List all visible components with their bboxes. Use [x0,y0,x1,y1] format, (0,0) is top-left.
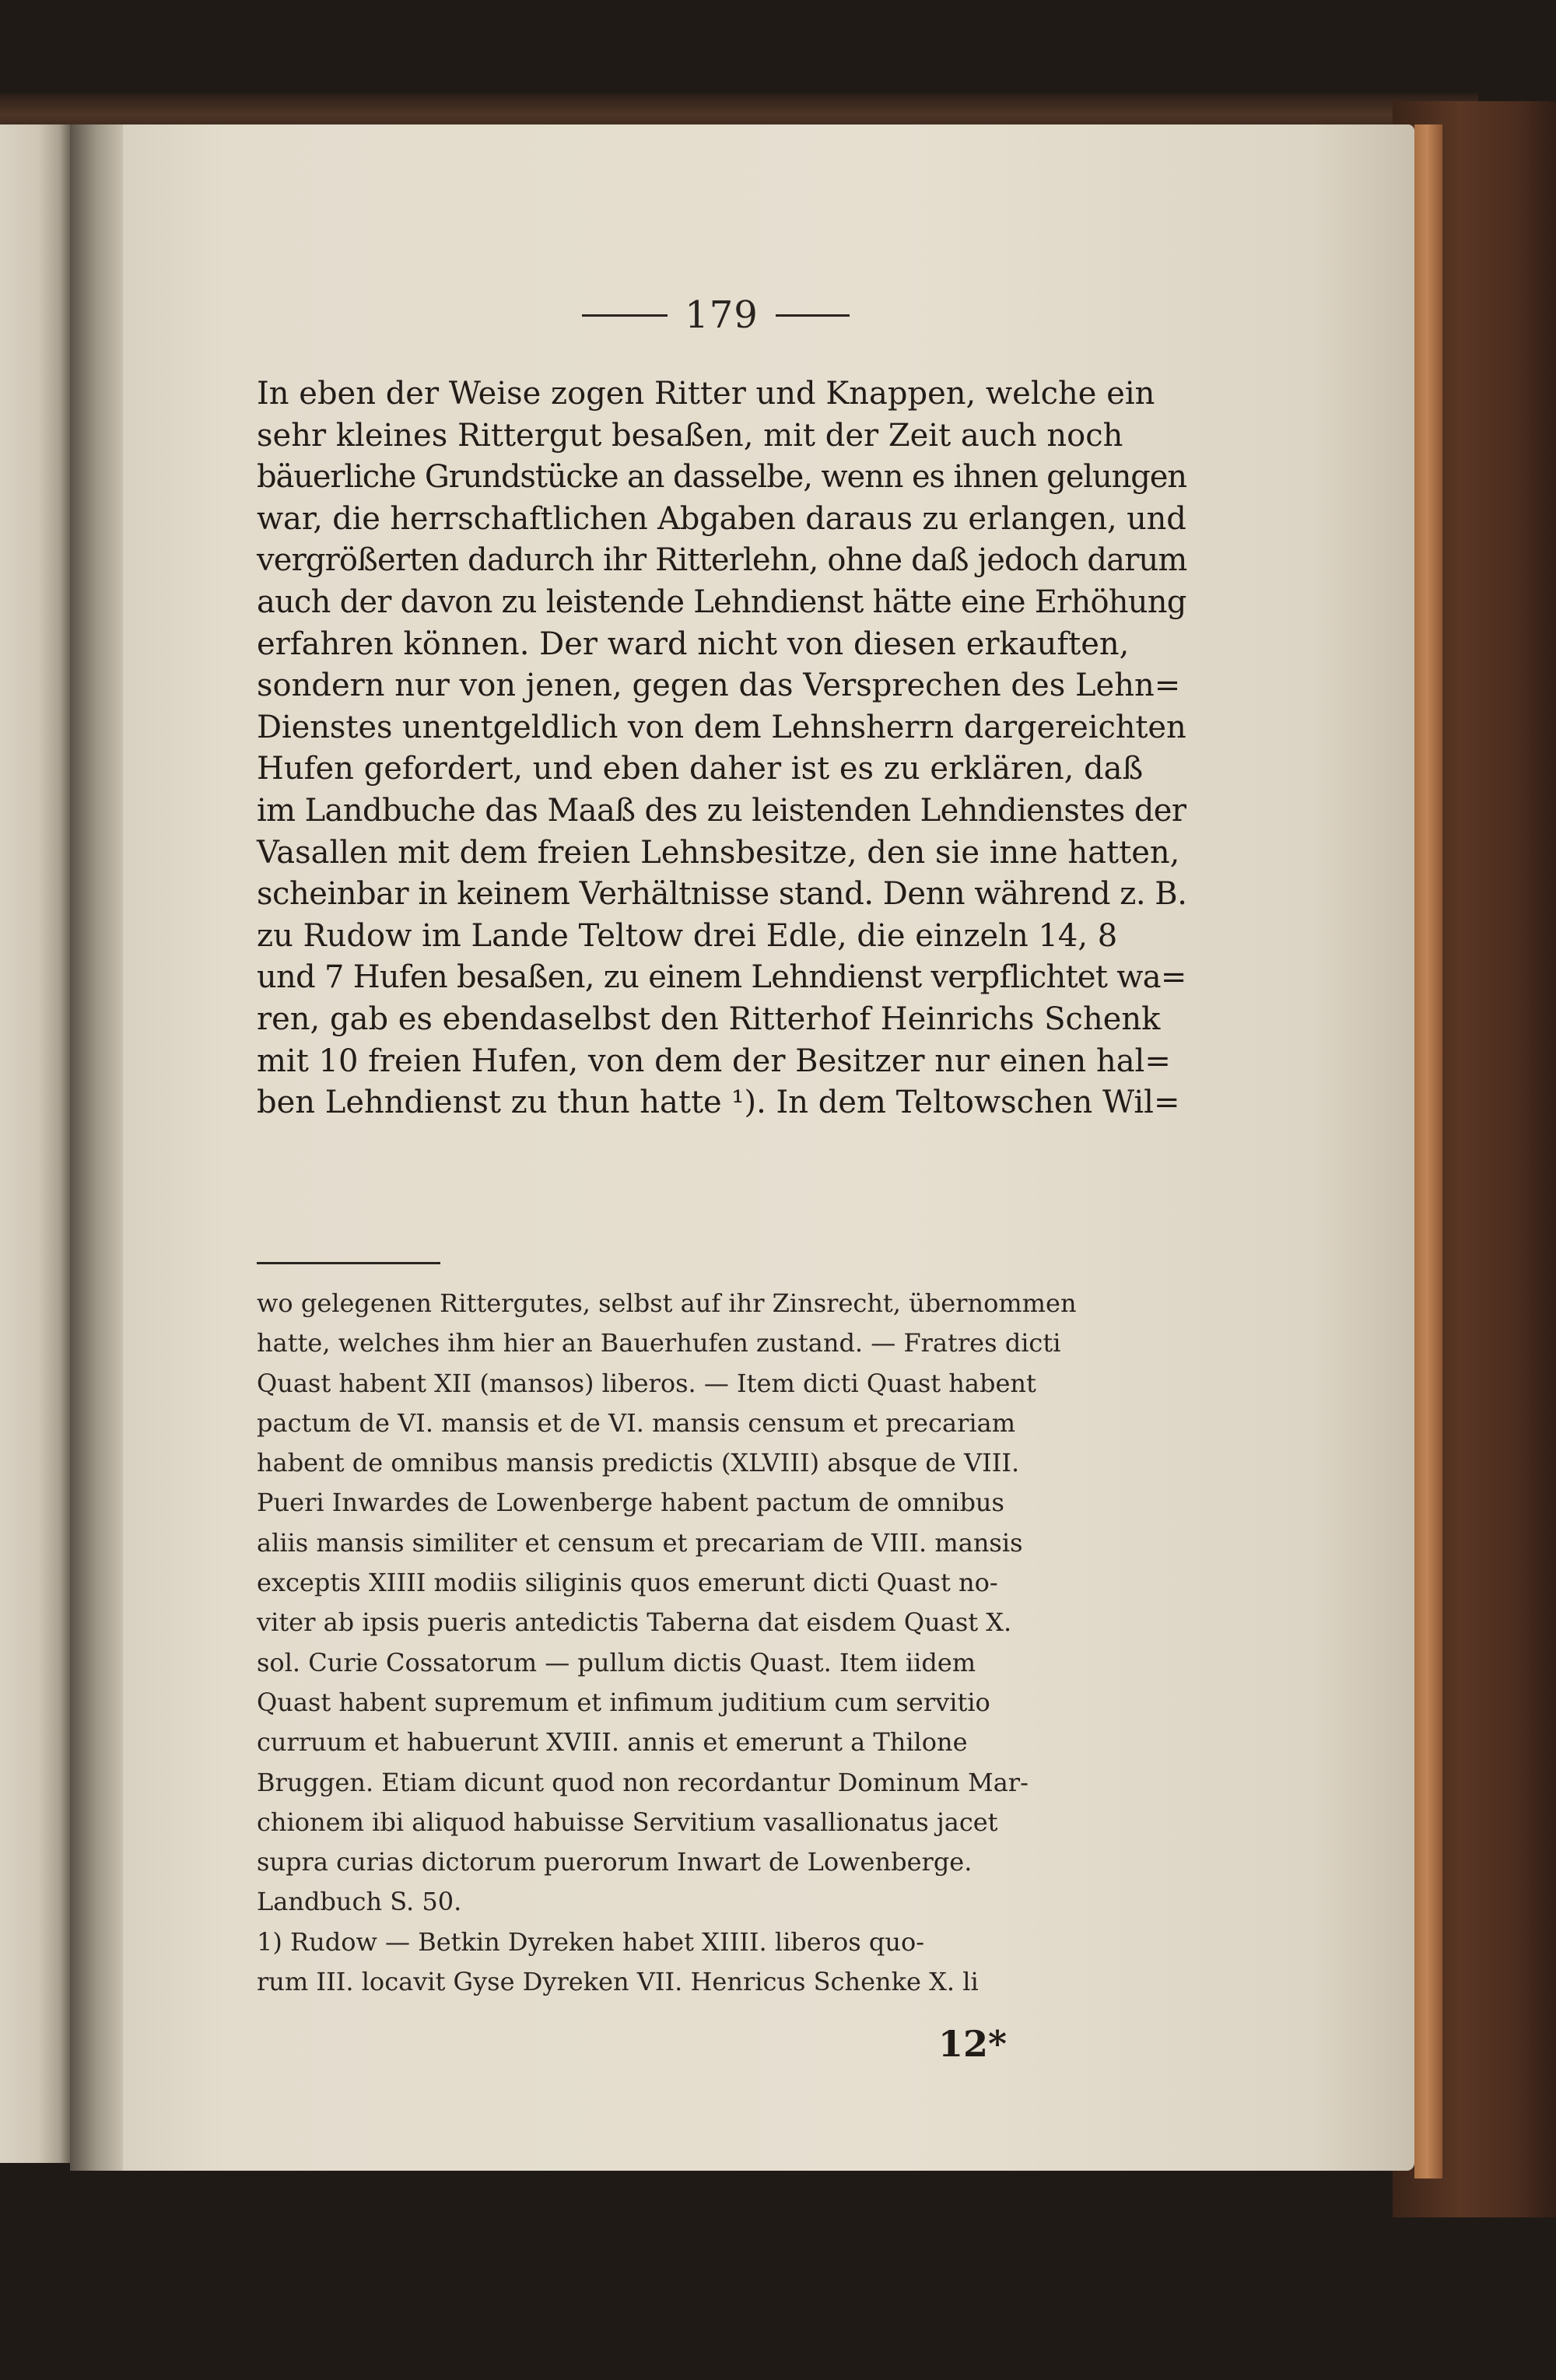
text-line: Vasallen mit dem freien Lehnsbesitze, den sie inne hatten, [257,834,1180,871]
text-line: ren, gab es ebendaselbst den Ritterhof Heinrichs Schenk [257,1001,1161,1037]
text-line: ben Lehndienst zu thun hatte ¹). In dem Teltowschen Wil= [257,1085,1180,1121]
text-line: Dienstes unentgeldlich von dem Lehnsherrn dargereichten [257,709,1186,745]
footnote-line: 1) Rudow — Betkin Dyreken habet XIIII. liberos quo- [257,1926,925,1957]
footnote-line: aliis mansis similiter et censum et precariam de VIII. mansis [257,1527,1023,1558]
footnote-line: rum III. locavit Gyse Dyreken VII. Henricus Schenke X. li [257,1967,979,1997]
text-line: sondern nur von jenen, gegen das Versprechen des Lehn= [257,668,1181,704]
page-edges [1414,124,1442,2178]
footnote-line: Pueri Inwardes de Lowenberge habent pactum de omnibus [257,1488,1004,1518]
footnote-line: exceptis XIIII modiis siliginis quos emerunt dicti Quast no- [257,1568,998,1598]
text-line: zu Rudow im Lande Teltow drei Edle, die einzeln 14, 8 [257,917,1118,954]
footnote-line: Bruggen. Etiam dicunt quod non recordantur Dominum Mar- [257,1767,1029,1797]
footnote-line: pactum de VI. mansis et de VI. mansis censum et precariam [257,1407,1016,1438]
text-line: scheinbar in keinem Verhältnisse stand. Denn während z. B. [257,876,1187,913]
footnote-line: supra curias dictorum puerorum Inwart de Lowenberge. [257,1847,972,1877]
main-text [257,373,1186,1124]
footnote-line: sol. Curie Cossatorum — pullum dictis Quast. Item iidem [257,1647,976,1677]
facing-page [0,124,70,2163]
footnote-line: wo gelegenen Rittergutes, selbst auf ihr Zinsrecht, übernommen [257,1288,1077,1318]
running-head-rule-right [776,314,850,317]
footnotes [257,1284,1186,2002]
text-line: sehr kleines Rittergut besaßen, mit der Zeit auch noch [257,417,1123,454]
footnote-line: curruum et habuerunt XVIII. annis et emerunt a Thilone [257,1727,968,1758]
running-head-rule-left [582,314,668,317]
page-number: 179 [685,293,759,337]
text-line: auch der davon zu leistende Lehndienst hätte eine Erhöhung [257,584,1186,620]
text-line: mit 10 freien Hufen, von dem der Besitzer nur einen hal= [257,1043,1171,1079]
footnote-line: chionem ibi aliquod habuisse Servitium vasallionatus jacet [257,1807,998,1837]
text-line: In eben der Weise zogen Ritter und Knappen, welche ein [257,376,1155,412]
text-line: Hufen gefordert, und eben daher ist es zu erklären, daß [257,751,1144,787]
text-line: im Landbuche das Maaß des zu leistenden Lehndienstes der [257,792,1186,829]
signature-mark: 12* [937,2023,1008,2065]
footnote-line: viter ab ipsis pueris antedictis Taberna dat eisdem Quast X. [257,1607,1012,1638]
text-line: war, die herrschaftlichen Abgaben daraus zu erlangen, und [257,500,1186,537]
footnote-line: Quast habent supremum et infimum juditium cum servitio [257,1687,990,1717]
footnote-line: Quast habent XII (mansos) liberos. — Item dicti Quast habent [257,1368,1036,1398]
text-line: vergrößerten dadurch ihr Ritterlehn, ohne daß jedoch darum [257,542,1187,579]
footnote-line: Landbuch S. 50. [257,1887,462,1917]
text-line: und 7 Hufen besaßen, zu einem Lehndienst verpflichtet wa= [257,959,1186,996]
footnote-line: hatte, welches ihm hier an Bauerhufen zustand. — Fratres dicti [257,1328,1061,1358]
text-line: bäuerliche Grundstücke an dasselbe, wenn es ihnen gelungen [257,459,1186,496]
footnote-rule [257,1262,440,1264]
running-head [560,293,871,337]
footnote-line: habent de omnibus mansis predictis (XLVIII) absque de VIII. [257,1448,1020,1478]
text-line: erfahren können. Der ward nicht von diesen erkauften, [257,626,1130,662]
